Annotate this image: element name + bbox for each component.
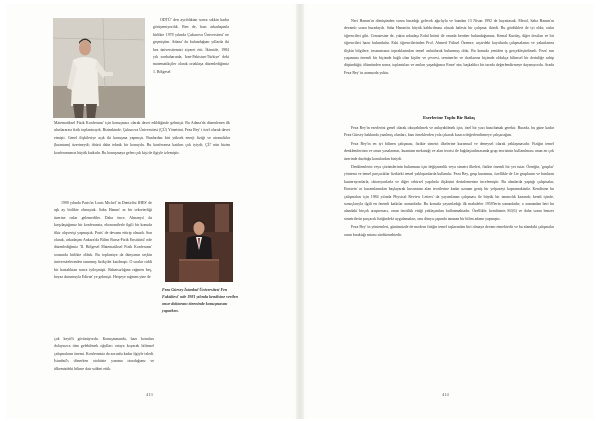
- book-spread: [6, 4, 594, 419]
- right-body-paragraph-3: Denklemlerin veya çözümlerinin bulunması için değişmezlik veya simetri ilkeleri, fizikte önemli bir yer tutar. Örneğin, 'gruplar' yöntemi ve temel parçacıklar fizikteki temel yaklaşımlarda kullanılır. Feza Bey, grup kuramını, özellikle de Lie gruplarını ve bunların kuaternyonlarla, oktonyonlarla ve diğer cebirsel yapılarla ilişkisini derinlemesine incelemiştir. Bu alanlarda yaptığı çalışmalar, Einstein' ın kuramlarından başlayarak kuvantum alan teorilerine kadar uzanan geniş bir yelpazeyi kapsamaktadır. Kendisine bu çalışmaları için 1984 yılında Physical Review Letters' da yayımlanan çalışması ile büyük bir tanınırlık kazandı; kendi içinde, sonuçlarıyla ilgili en önemli katkılar arasındadır. Bu konuda yayımladığı ilk makaleler 1950'lerin sonundadır; o zamandan beri bu alandaki birçok araştırmacı, onun öncülük ettiği yaklaşımları kullanmaktadır. Özellikle, kendisinin SU(6) ve daha sonra benzer simetrilerin parçacık fiziğindeki uygulamaları, onu dünya çapında tanınan bir bilim adamı yapmıştır.: [344, 165, 554, 221]
- left-full-1-text: Matematiksel Fizik Konferansı' için konuşmacı olarak davet edildiğinde gelmişti. Bu Adana'da düzenlenen ilk uluslararası fizik toplantısıydı. Bizimkinde, Çukurova Üniversitesi (ÇÜ) Yönetimi, Feza Bey' i özel olarak davet etmişti. Genel ilişkileriye açık iki konuşma yapmıştı. Bunlardan biri yüksek enerji fiziği ve atomaltılar (kuantum) üzerineydi; öbürü daha teknik bir konuydu. Bu konferansa katılım çok iyiydi; ÇÜ' nün bizim konferansımız büyük katkıdır. Bu konuşmaya gelen çok kişi de ilgiyle izlemiştir.: [54, 121, 230, 155]
- left-top-text: ODTÜ' den ayrıldıktan sonra sıkkin kadar görüşemiyordık. Ben de, bazı arkadaşımla birlikte 1978 yılında Çukurova Üniversitesi' ne geçmiştim. Adana' da bulunduğum yıllarda iki kez üniversitemizi ziyaret etti. İkincide, 1984 yılı sonbaharında, Iran-Pakistan-Türkiye' deki matematikçiler olarak ortaklaşa düzenlediğimiz 1. Bölgesel: [153, 18, 229, 74]
- left-full-2-text: çok keyifli görünüyordu. Konuşmasında, bazı konuları dolaysızca tüm gelebilmek oğulları ortaya koyarak bilimsel çalışmaların önemi. Konferansta da zorunlu kadar ilgiyle izledi. İstanbul's dönerken otobüste yanıma oturduğunu ve ülkemizdeki bilime dair sohbet ettik.: [54, 337, 154, 371]
- right-body-paragraph-1: Feza Bey'in eserlerini genel olarak okuyabilmek ve anlayabilmek için, özel bir yazı hazırlamak gerekir. Burada, bu güne kadar Feza Gürsey hakkında yazılmış olanları, bazı örneklerden yola çıkarak kısaca değerlendirmeye çalışacağım.: [344, 126, 554, 138]
- right-body-paragraph-2: Feza Bey'in en iyi bilinen çalışması, fizikte simetri ilkelerine kuramsal ve deneysel olarak yaklaşmasıdır. Fiziğin temel denklemlerinin ve onun yasalarının, kuantum mekaniği ve alan teorisi ile bağdaştırılmasında grup teorisinin kullanılması onun en çok üzerinde durduğu konulardan biriydi.: [344, 141, 554, 161]
- left-mid-text: 1990 yılında Paris'in Louis Michel' in Dentirlist IHES' de aşk ay birlikte olmuştuk. Saba Hanım' ın bir sekreterliği üzerine onlar gelemediler. Daha önce, Almanya' da karşılaştığımız bir konferansta, ekonomilerle ilgili bir konuda fikir alışverişi yapmıştık. Paris' de devamı ettirip olmadı. Son olarak, arkadaşım Ankara'da Bilim Bursa-Fizik Enstitüsü' nde düzenlediğimiz 'II. Bölgesel Matematiksel Fizik Konferansı' sırasında birlikte olduk. Bu toplantıya da dünyanın seçkin üniversitelerinden tanınmış fizikçiler katılmıştı. O sıralar ciddi bir hastalıktan sonra iyileşmişti. Rahatsızlığına rağmen beş, beyaz durumuyla Edirne' ye gelmişti. Herşeye rağmen yine de: [54, 201, 152, 280]
- lecturer-photo-image: [53, 18, 145, 118]
- left-full-paragraph-2: [54, 336, 154, 374]
- book-gutter: [296, 4, 304, 419]
- right-body-paragraph-4: Feza Bey' in yöntemleri, günümüzde de modern fiziğin temel taşlarından biri olmaya devam etmektedir ve bu alandaki çalışmalar onun bıraktığı mirası sürdürmektedir.: [344, 225, 554, 237]
- section-heading: Eserlerine Toplu Bir Bakış: [422, 115, 476, 120]
- right-top-text: Neri Hanım'ın dönüşünden sonra buradığı gelecek ağırlıyla ve bundan 13 Nisan 1992 de hayattasuk. Meral, Saba Hanım'ın devamlı sonra buradaydı. Saba Hanım'ın büyük kaldırılması olacak halesiz bir çalışma; ikindi. Bu gördükleri de iyi oldu; onlar öğrencileri gibi. Cenazesine de, yakın arkadaşı Erdal Inönü ile onunla beraber bulunduğumuz, Kemal Kurdaş, diğer dostları ve bir öğrencileri hazır bulundular. Eski öğrencilerinden Prof. Ahmed Yüksel Özemre, arşivdeki kayıtlarda çalışmalarını ve yakınlarına ilişkin bilgilere, insanımızın topraklarından temel anlatılarak bulunmuş oldu. Bu konuda yeniden iş gerçekleştirilmeli. Feza' nın yaşamına önemli bir biçimde bağlı olan kişiler ve çevresi, seminerler ve dostlarına biçimde oldukça bilimsel bir derinliğe sahip düşündüğü; ölümünden sonra, toplantıları ve anıları yaşadığımız Emre' nin, başkaldırı bir tarzda değerlendirmeye dayanıyordu. Arada Feza Bey' in aramızda yoktu.: [344, 19, 554, 75]
- left-page: [6, 4, 294, 419]
- right-section: [344, 110, 554, 240]
- photo-speaker-at-podium: [165, 202, 233, 282]
- left-middle-paragraph: [54, 200, 152, 282]
- right-page: [306, 4, 594, 419]
- right-page-number: 414: [442, 392, 449, 397]
- right-body-text: [344, 125, 554, 239]
- photo-caption: Feza Gürsey İstanbul Üniversitesi Fen Fakültesi' nde 1981 yılında kendisine verilen onur doktoranı töreninde konuşmasını yaparken.: [162, 287, 238, 313]
- speaker-photo-image: [165, 202, 233, 282]
- left-top-paragraph: [153, 17, 229, 77]
- left-page-number: 413: [146, 392, 153, 397]
- right-top-paragraph: [344, 18, 554, 78]
- left-full-paragraph-1: [54, 120, 230, 158]
- photo-lecturer-at-board: [53, 18, 145, 118]
